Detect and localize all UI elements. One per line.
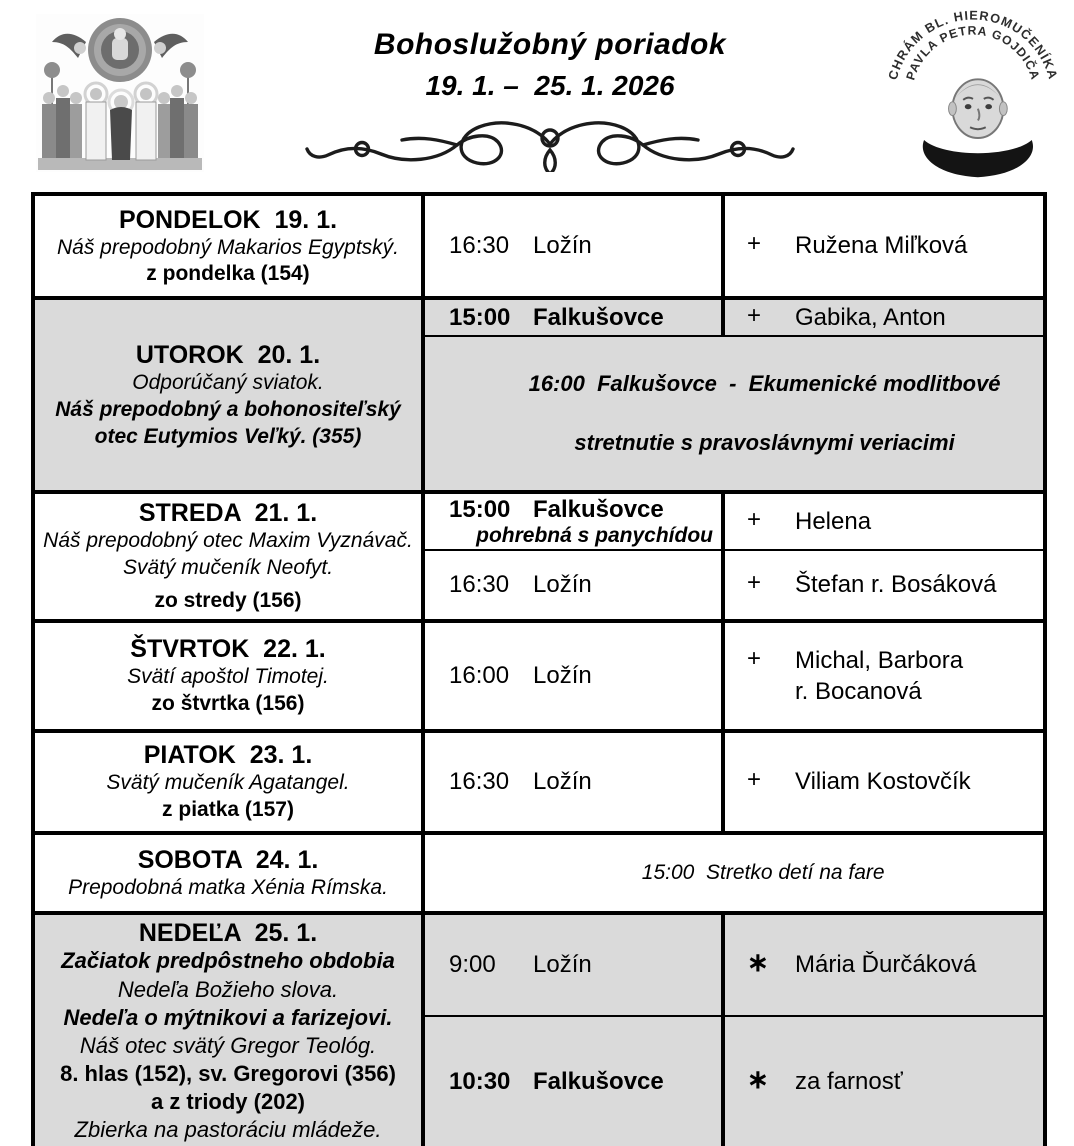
day-cell [33,492,423,621]
ascension-icon-image [34,12,206,174]
day-cell [33,621,423,731]
header [300,28,800,177]
parish-stamp [880,2,1066,184]
service-place: Falkušovce [533,303,664,331]
flourish-divider-icon [300,112,800,172]
day-cell [33,913,423,1146]
intention-cell [723,492,1045,550]
service-cell [423,913,723,1016]
feast-line: Nedeľa o mýtnikovi a farizejovi. [63,1004,393,1030]
intention-text: Viliam Kostovčík [795,768,971,796]
note-line: stretnutie s pravoslávnymi veriacimi [574,430,955,456]
service-time: 10:30 [449,1067,511,1095]
service-place: Ložín [533,767,592,795]
saturday-note-cell [423,833,1045,913]
service-cell [423,550,723,621]
service-place: Ložín [533,950,592,978]
day-title: PIATOK 23. 1. [143,741,313,770]
ecumenical-note-cell [423,336,1045,491]
intention-cell [723,621,1045,731]
service-place: Ložín [533,661,592,689]
feast-line: Svätý mučeník Neofyt. [122,556,334,580]
note-line: 16:00 Falkušovce - Ekumenické modlitbové [528,370,1001,396]
rubric-line: a z triody (202) [150,1089,306,1115]
cross-symbol: + [747,505,762,533]
service-note: pohrebná s panychídou [476,523,713,547]
service-cell [423,731,723,833]
row-utorok [33,298,1045,336]
parish-stamp-image [880,2,1066,184]
service-time: 16:30 [449,570,510,598]
service-time: 16:00 [449,661,510,689]
rubric-line: z pondelka (154) [146,262,310,286]
intention-text: Ružena Miľková [795,232,968,260]
intention-text-2: r. Bocanová [795,677,922,705]
day-cell [33,194,423,298]
cross-symbol: + [747,230,762,258]
row-pondelok [33,194,1045,298]
gojdic-portrait [923,79,1033,177]
rubric-line: zo štvrtka (156) [151,692,305,716]
feast-line: Náš prepodobný Makarios Egyptský. [57,235,399,259]
intention-cell [723,550,1045,621]
ascension-icon [34,12,206,174]
intention-cell [723,298,1045,336]
service-time: 15:00 [449,303,511,331]
schedule-table [31,192,1047,1146]
row-sobota [33,833,1045,913]
intention-text: Gabika, Anton [795,304,946,331]
note-text: 15:00 Stretko detí na fare [641,860,885,884]
intention-cell [723,194,1045,298]
feast-line: Náš prepodobný otec Maxim Vyznávač. [43,529,413,553]
service-cell [423,298,723,336]
feast-line: Náš prepodobný a bohonositeľský [55,397,401,421]
cross-symbol: + [747,302,762,329]
service-time: 9:00 [449,950,496,978]
page-title: Bohoslužobný poriadok [373,28,727,61]
service-place: Falkušovce [533,1067,664,1095]
feast-line: Začiatok predpôstneho obdobia [61,948,395,974]
collection-line: Zbierka na pastoráciu mládeže. [74,1117,382,1143]
service-time: 16:30 [449,767,510,795]
intention-text: za farnosť [795,1067,903,1095]
intention-cell [723,731,1045,833]
feast-line: Náš otec svätý Gregor Teológ. [79,1032,377,1058]
feast-line: Prepodobná matka Xénia Rímska. [68,875,388,899]
rubric-line: zo stredy (156) [154,588,302,612]
row-nedela [33,913,1045,1016]
rubric-line: 8. hlas (152), sv. Gregorovi (356) [60,1061,396,1087]
day-title: SOBOTA 24. 1. [137,845,319,874]
service-cell [423,621,723,731]
intention-text: Michal, Barbora [795,646,964,674]
service-place: Falkušovce [533,495,664,523]
service-place: Ložín [533,232,592,259]
service-time: 15:00 [449,495,511,523]
stamp-outer-text: CHRÁM BL. HIEROMUČENÍKA [884,7,1062,82]
star-symbol: ∗ [747,1063,769,1094]
intention-cell [723,1016,1045,1146]
stamp-inner-text: PAVLA PETRA GOJDIČA [903,23,1043,82]
cross-symbol: + [747,644,762,672]
feast-line: Svätý mučeník Agatangel. [106,771,350,795]
service-place: Ložín [533,570,592,598]
cross-symbol: + [747,766,762,794]
day-title: UTOROK 20. 1. [135,341,321,370]
rubric-line: z piatka (157) [162,798,294,822]
star-symbol: ∗ [747,947,769,978]
feast-line: Nedeľa Božieho slova. [117,976,339,1002]
feast-line: Svätí apoštol Timotej. [127,665,329,689]
day-cell [33,731,423,833]
row-piatok [33,731,1045,833]
intention-text: Štefan r. Bosáková [795,571,997,599]
intention-text: Helena [795,507,872,535]
intention-cell [723,913,1045,1016]
feast-line: Odporúčaný sviatok. [132,370,324,394]
row-stvrtok [33,621,1045,731]
cross-symbol: + [747,569,762,597]
day-title: PONDELOK 19. 1. [118,205,338,234]
day-cell [33,298,423,492]
row-streda [33,492,1045,550]
day-title: ŠTVRTOK 22. 1. [130,635,326,664]
feast-line: otec Eutymios Veľký. (355) [94,424,362,448]
service-cell [423,1016,723,1146]
service-cell [423,492,723,550]
intention-text: Mária Ďurčáková [795,951,977,979]
date-range: 19. 1. – 25. 1. 2026 [425,70,675,101]
day-title: STREDA 21. 1. [138,499,318,528]
day-cell [33,833,423,913]
service-time: 16:30 [449,232,510,259]
service-cell [423,194,723,298]
day-title: NEDEĽA 25. 1. [138,918,318,947]
